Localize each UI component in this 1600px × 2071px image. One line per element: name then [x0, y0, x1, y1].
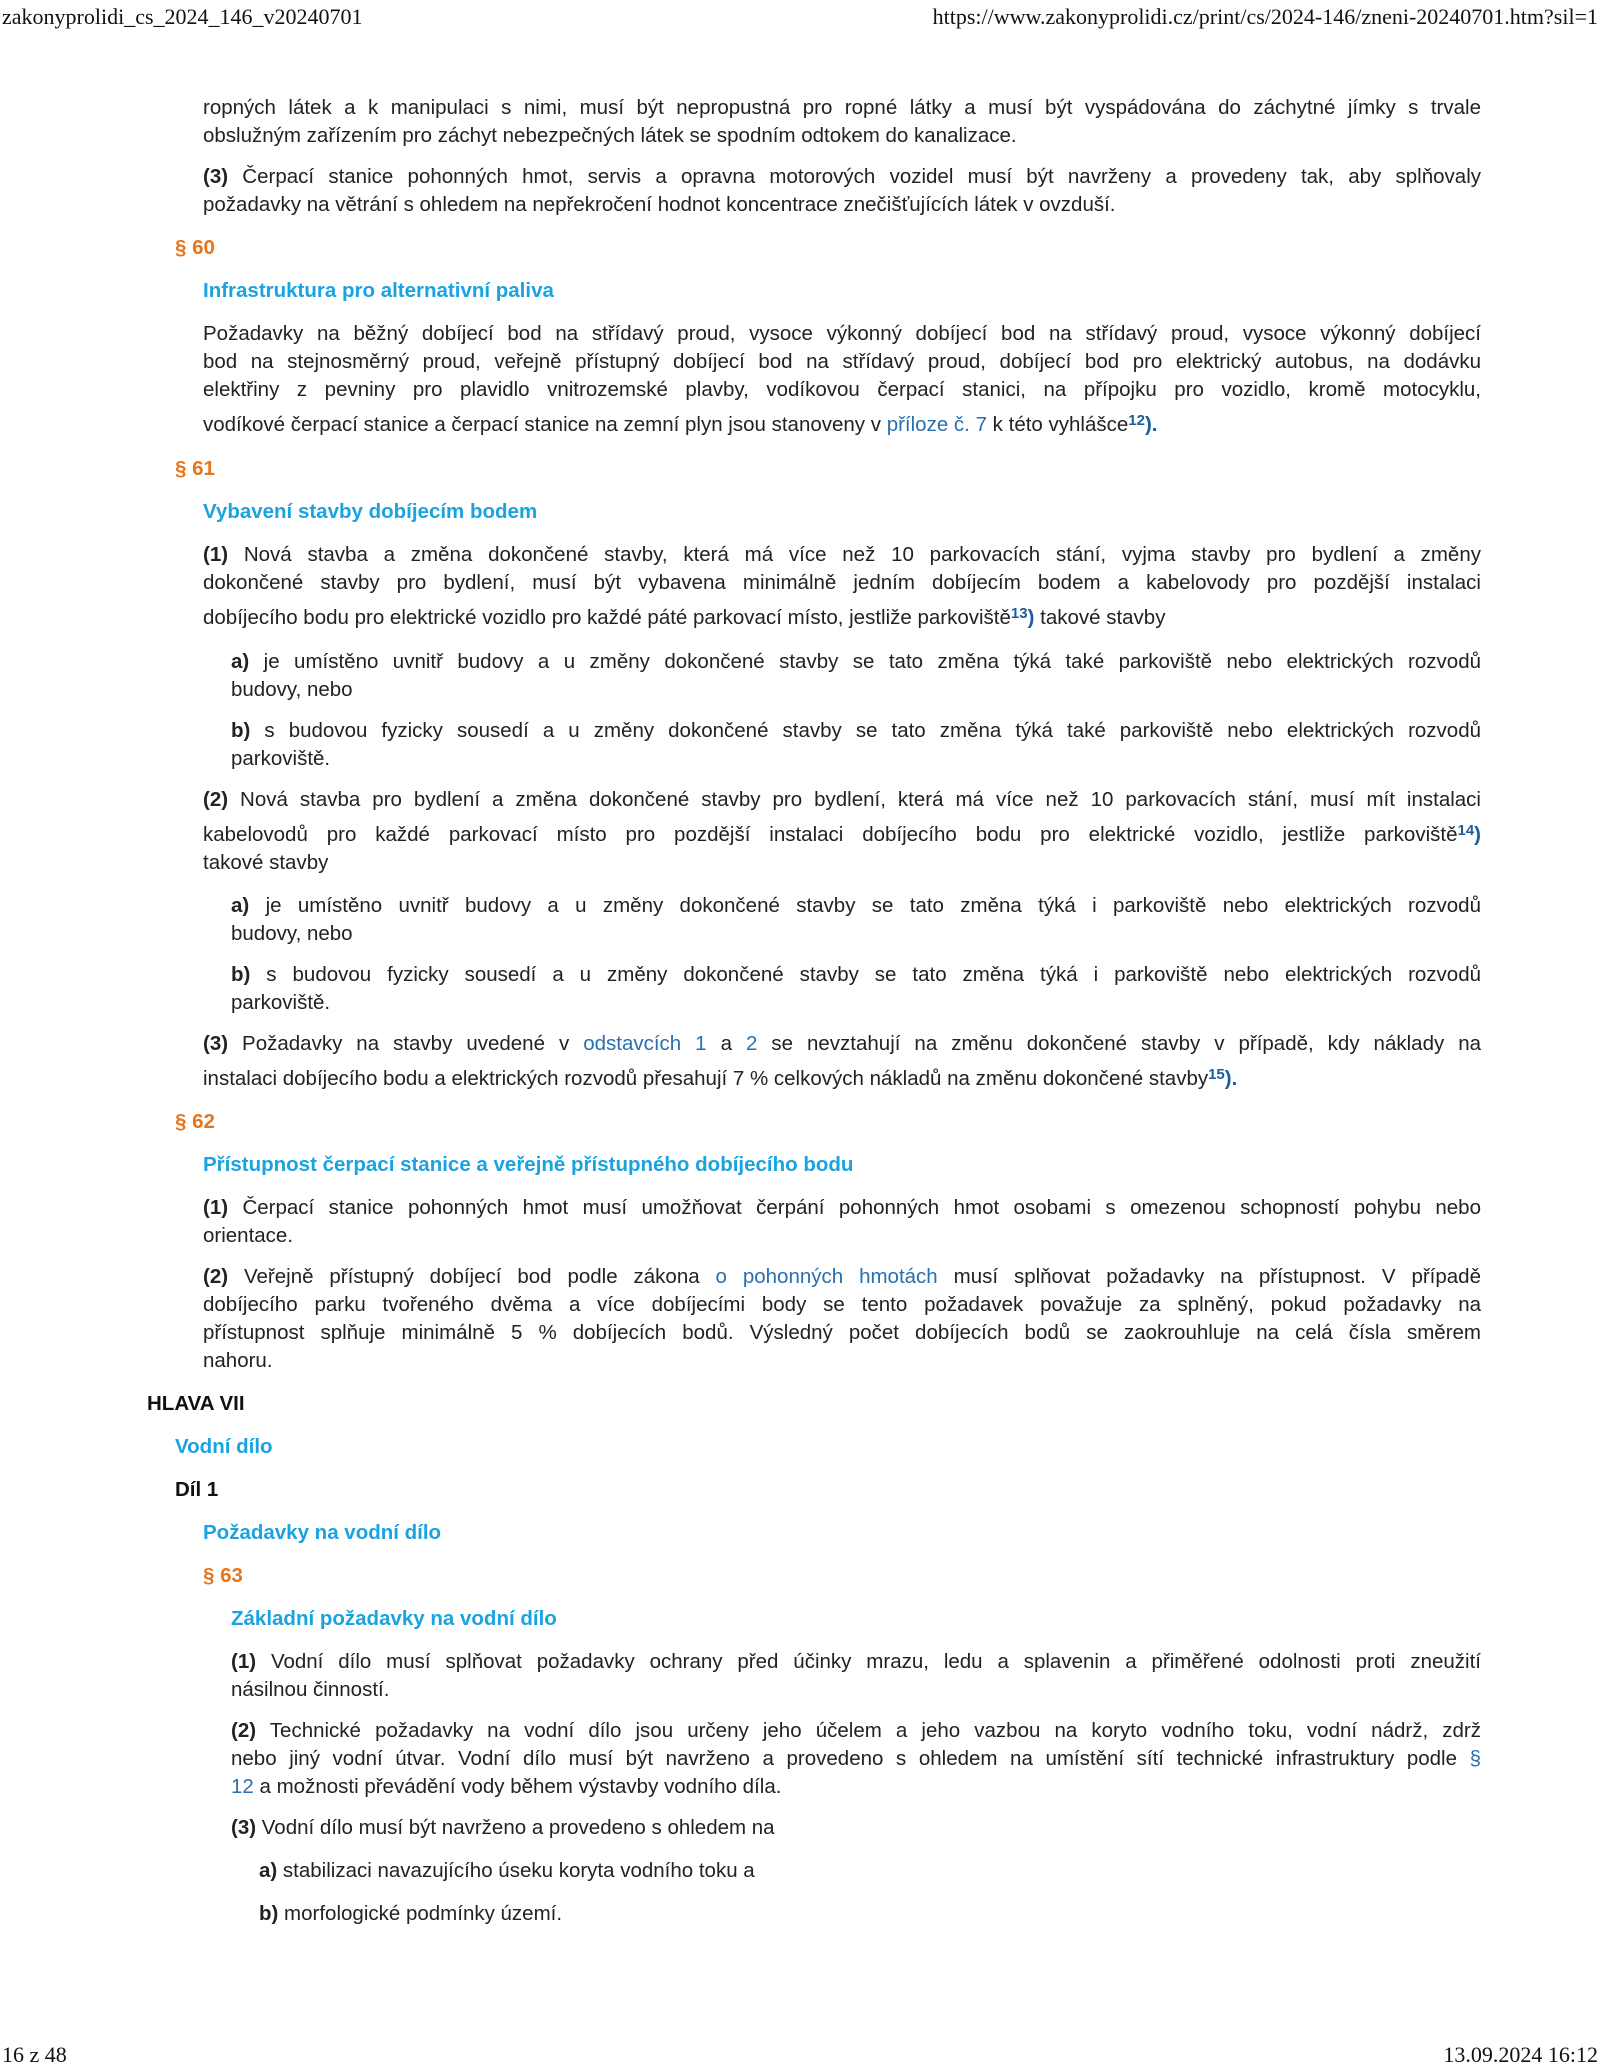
list-item-line — [231, 989, 330, 1017]
paragraph-text: instalaci dobíjecího bodu a elektrických rozvodů přesahují 7 % celkových nákladů na změnu dokončené stavby — [203, 1067, 1209, 1090]
footnote-ref-close: ). — [1144, 413, 1158, 436]
paragraph-text: orientace. — [203, 1224, 294, 1247]
paragraph-text: přístupnost splňuje minimálně 5 % dobíjecích bodů. Výsledný počet dobíjecích bodů se zaokrouhluje na celá čísla směrem — [203, 1321, 1481, 1344]
paragraph-text: takové stavby — [1034, 606, 1166, 629]
paragraph-line — [203, 1347, 273, 1375]
list-item-text: parkoviště. — [231, 747, 331, 770]
list-item-line — [231, 648, 1481, 676]
list-item-text: parkoviště. — [231, 991, 331, 1014]
chapter-title: Vodní dílo — [175, 1435, 273, 1458]
paragraph-line — [203, 348, 1481, 376]
footnote-ref-15[interactable]: 15 — [1208, 1066, 1225, 1083]
paragraph-number: (2) — [231, 1719, 257, 1742]
paragraph-line — [231, 1676, 389, 1704]
list-item-letter: a) — [231, 894, 250, 917]
section-number-63: § 63 — [203, 1564, 243, 1587]
list-item-text: je umístěno uvnitř budovy a u změny dokončené stavby se tato změna týká také parkoviště nebo elektrických rozvodů — [249, 650, 1481, 673]
list-item-letter: b) — [259, 1902, 279, 1925]
paragraph-text: elektřiny z pevniny pro plavidlo vnitrozemské plavby, vodíkovou čerpací stanici, na přípojku pro vozidlo, kromě motocyklu, — [203, 378, 1481, 401]
footnote-ref-13[interactable]: 13 — [1010, 605, 1028, 622]
paragraph-line — [203, 786, 1481, 814]
paragraph-text: se nevztahují na změnu dokončené stavby v případě, kdy náklady na — [757, 1032, 1482, 1055]
paragraph-text: Požadavky na běžný dobíjecí bod na střídavý proud, vysoce výkonný dobíjecí bod na střídavý proud, vysoce výkonný dobíjecí — [203, 322, 1481, 345]
paragraph-number: (3) — [231, 1816, 257, 1839]
print-footer — [0, 2040, 1600, 2070]
paragraph-text: obslužným zařízením pro záchyt nebezpečných látek se spodním odtokem do kanalizace. — [203, 124, 1017, 147]
list-item-text: morfologické podmínky území. — [278, 1902, 563, 1925]
paragraph-number: (1) — [203, 1196, 229, 1219]
section-title-63: Základní požadavky na vodní dílo — [231, 1607, 557, 1630]
paragraph-text: Nová stavba a změna dokončené stavby, která má více než 10 parkovacích stání, vyjma stavby pro bydlení a změny — [228, 543, 1481, 566]
paragraph-line — [203, 163, 1481, 191]
paragraph-line — [203, 541, 1481, 569]
paragraph-text: takové stavby — [203, 851, 329, 874]
paragraph-number: (2) — [203, 1265, 229, 1288]
paragraph-text: Čerpací stanice pohonných hmot musí umožňovat čerpání pohonných hmot osobami s omezenou schopností pohybu nebo — [228, 1196, 1481, 1219]
paragraph-line — [231, 1773, 781, 1801]
paragraph-line — [203, 1030, 1481, 1058]
list-item-line — [231, 892, 1481, 920]
paragraph-text: ropných látek a k manipulaci s nimi, musí být nepropustná pro ropné látky a musí být vyspádována do záchytné jímky s trvale — [203, 96, 1481, 119]
list-item-letter: b) — [231, 719, 251, 742]
list-item-line — [231, 961, 1481, 989]
paragraph-number: (3) — [203, 1032, 229, 1055]
paragraph-number: (3) — [203, 165, 229, 188]
paragraph-line — [203, 376, 1481, 404]
paragraph-text: požadavky na větrání s ohledem na nepřekročení hodnot koncentrace znečišťujících látek v ovzduší. — [203, 193, 1116, 216]
list-item-line — [231, 676, 353, 704]
paragraph-text: a možnosti převádění vody během výstavby vodního díla. — [253, 1775, 782, 1798]
section-title-60: Infrastruktura pro alternativní paliva — [203, 279, 554, 302]
paragraph-text: Požadavky na stavby uvedené v — [228, 1032, 584, 1055]
paragraph-line — [231, 1745, 1481, 1773]
paragraph-line — [203, 1319, 1481, 1347]
paragraph-text: vodíkové čerpací stanice a čerpací stanice na zemní plyn jsou stanoveny v — [203, 413, 887, 436]
list-item-line — [231, 717, 1481, 745]
paragraph-text: kabelovodů pro každé parkovací místo pro pozdější instalaci dobíjecího bodu pro elektrické vozidlo, jestliže parkoviště — [203, 823, 1458, 846]
paragraph-text: Čerpací stanice pohonných hmot, servis a opravna motorových vozidel musí být navrženy a provedeny tak, aby splňovaly — [228, 165, 1481, 188]
paragraph-text: k této vyhlášce — [986, 413, 1129, 436]
list-item-text: s budovou fyzicky sousedí a u změny dokončené stavby se tato změna týká i parkoviště nebo elektrických rozvodů — [250, 963, 1481, 986]
paragraph-1-link[interactable]: odstavcích 1 — [583, 1032, 707, 1055]
paragraph-line — [203, 1263, 1481, 1291]
section-number-61: § 61 — [175, 457, 215, 480]
page-counter: 16 z 48 — [2, 2042, 67, 2067]
paragraph-number: (1) — [231, 1650, 257, 1673]
paragraph-text: Veřejně přístupný dobíjecí bod podle zákona — [228, 1265, 716, 1288]
list-item-line — [231, 745, 330, 773]
paragraph-line — [203, 821, 1481, 849]
list-item-letter: b) — [231, 963, 251, 986]
paragraph-line — [203, 569, 1481, 597]
section-title-61: Vybavení stavby dobíjecím bodem — [203, 500, 538, 523]
paragraph-line — [203, 411, 1158, 439]
list-item-text: budovy, nebo — [231, 678, 353, 701]
part-heading: Díl 1 — [175, 1478, 219, 1501]
paragraph-line — [203, 122, 1017, 150]
paragraph-text: nebo jiný vodní útvar. Vodní dílo musí být navrženo a provedeno s ohledem na umístění sítí technické infrastruktury podle — [231, 1747, 1470, 1770]
fuels-act-link[interactable]: o pohonných hmotách — [715, 1265, 938, 1288]
list-item-text: s budovou fyzicky sousedí a u změny dokončené stavby se tato změna týká také parkoviště nebo elektrických rozvodů — [250, 719, 1481, 742]
annex-7-link[interactable]: příloze č. 7 — [886, 413, 987, 436]
list-item-line — [231, 920, 353, 948]
paragraph-line — [231, 1814, 775, 1842]
paragraph-text: Nová stavba pro bydlení a změna dokončené stavby pro bydlení, která má více než 10 parkovacích stání, musí mít instalaci — [228, 788, 1481, 811]
list-item-letter: a) — [231, 650, 250, 673]
list-item-line — [259, 1900, 562, 1928]
part-title: Požadavky na vodní dílo — [203, 1521, 442, 1544]
paragraph-2-link[interactable]: 2 — [745, 1032, 758, 1055]
footnote-ref-14[interactable]: 14 — [1457, 822, 1475, 839]
paragraph-text: musí splňovat požadavky na přístupnost. V případě — [937, 1265, 1481, 1288]
section-12-link-number[interactable]: 12 — [231, 1775, 254, 1798]
print-header-filename: zakonyprolidi_cs_2024_146_v20240701 — [2, 4, 363, 29]
list-item-letter: a) — [259, 1859, 278, 1882]
section-title-62: Přístupnost čerpací stanice a veřejně přístupného dobíjecího bodu — [203, 1153, 854, 1176]
list-item-text: budovy, nebo — [231, 922, 353, 945]
paragraph-text: dobíjecího parku tvořeného dvěma a více dobíjecími body se tento požadavek považuje za splněný, pokud požadavky na — [203, 1293, 1481, 1316]
paragraph-line — [203, 94, 1481, 122]
paragraph-text: násilnou činností. — [231, 1678, 390, 1701]
paragraph-line — [203, 1222, 293, 1250]
section-12-link[interactable]: § — [1469, 1747, 1481, 1770]
paragraph-number: (2) — [203, 788, 229, 811]
paragraph-text: nahoru. — [203, 1349, 273, 1372]
paragraph-text: Technické požadavky na vodní dílo jsou určeny jeho účelem a jeho vazbou na koryto vodního toku, vodní nádrž, zdrž — [256, 1719, 1481, 1742]
paragraph-number: (1) — [203, 543, 229, 566]
paragraph-line — [203, 191, 1116, 219]
section-number-62: § 62 — [175, 1110, 215, 1133]
paragraph-text: a — [706, 1032, 746, 1055]
paragraph-line — [203, 320, 1481, 348]
section-number-60: § 60 — [175, 236, 215, 259]
paragraph-text: bod na stejnosměrný proud, veřejně přístupný dobíjecí bod na střídavý proud, dobíjecí bod pro elektrický autobus, na dodávku — [203, 350, 1481, 373]
list-item-text: stabilizaci navazujícího úseku koryta vodního toku a — [277, 1859, 755, 1882]
paragraph-text: Vodní dílo musí splňovat požadavky ochrany před účinky mrazu, ledu a splavenin a přiměřené odolnosti proti zneužití — [256, 1650, 1481, 1673]
paragraph-line — [203, 849, 328, 877]
paragraph-line — [231, 1717, 1481, 1745]
paragraph-line — [203, 604, 1165, 632]
footnote-ref-close: ). — [1224, 1067, 1238, 1090]
print-header-url: https://www.zakonyprolidi.cz/print/cs/2024-146/zneni-20240701.htm?sil=1 — [932, 4, 1598, 29]
footnote-ref-12[interactable]: 12 — [1128, 412, 1145, 429]
paragraph-text: Vodní dílo musí být navrženo a provedeno s ohledem na — [256, 1816, 775, 1839]
paragraph-text: dokončené stavby pro bydlení, musí být vybavena minimálně jedním dobíjecím bodem a kabelovody pro pozdější instalaci — [203, 571, 1481, 594]
list-item-text: je umístěno uvnitř budovy a u změny dokončené stavby se tato změna týká i parkoviště nebo elektrických rozvodů — [249, 894, 1481, 917]
print-timestamp: 13.09.2024 16:12 — [1443, 2042, 1598, 2067]
print-header — [0, 2, 1600, 32]
paragraph-line — [231, 1648, 1481, 1676]
footnote-ref-close: ) — [1474, 823, 1481, 846]
paragraph-line — [203, 1291, 1481, 1319]
paragraph-text: dobíjecího bodu pro elektrické vozidlo pro každé páté parkovací místo, jestliže parkoviště — [203, 606, 1011, 629]
paragraph-line — [203, 1065, 1237, 1093]
chapter-heading: HLAVA VII — [147, 1392, 245, 1415]
footnote-ref-close: ) — [1027, 606, 1035, 629]
list-item-line — [259, 1857, 755, 1885]
paragraph-line — [203, 1194, 1481, 1222]
